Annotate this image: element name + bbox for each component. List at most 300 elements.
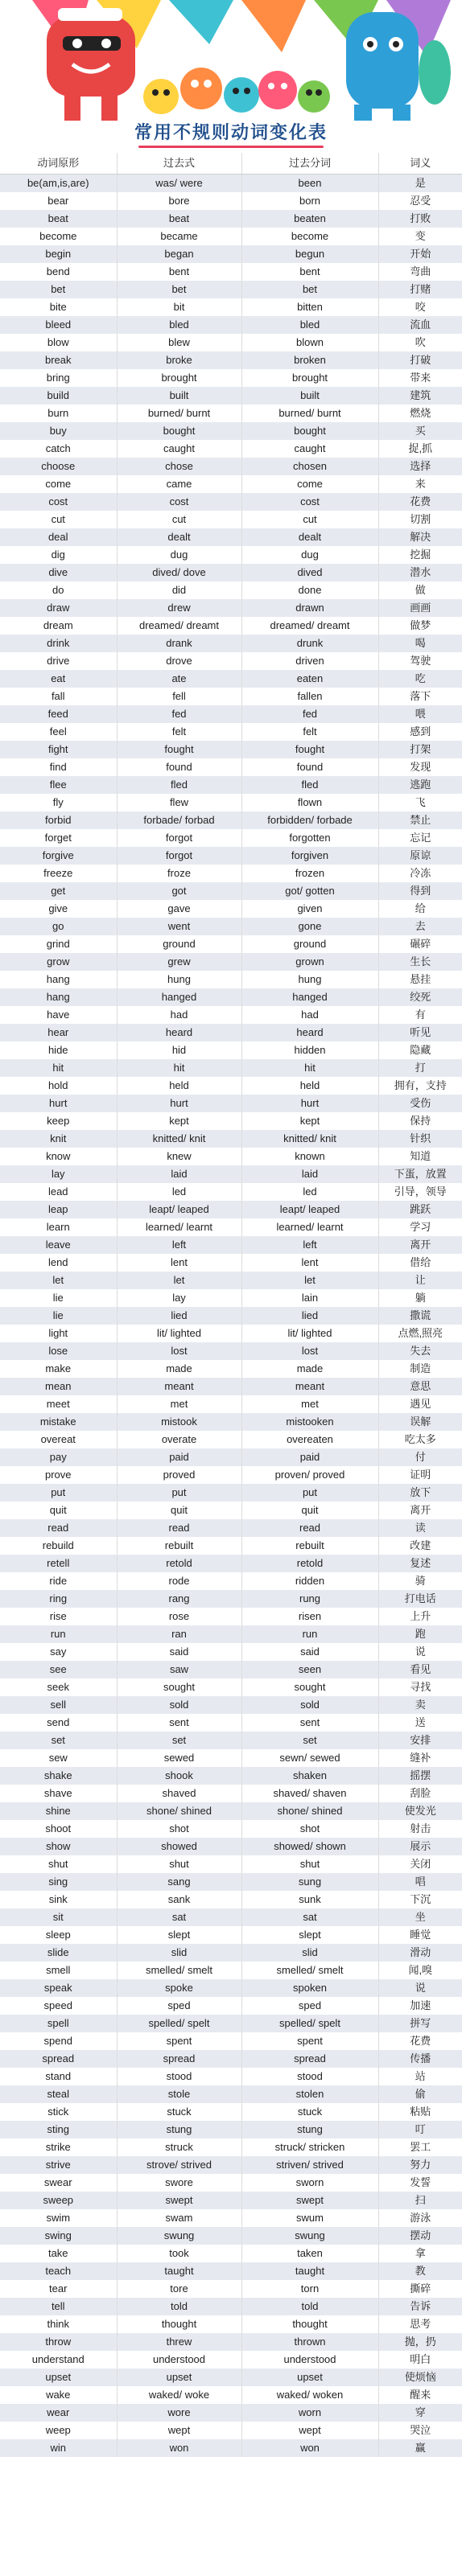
header-meaning: 词义 xyxy=(378,153,462,175)
past-participle-cell: chosen xyxy=(241,458,378,475)
past-participle-cell: dreamed/ dreamt xyxy=(241,617,378,635)
past-tense-cell: fell xyxy=(117,688,241,705)
base-form-cell: drive xyxy=(0,652,117,670)
past-participle-cell: learned/ learnt xyxy=(241,1218,378,1236)
past-tense-cell: hurt xyxy=(117,1095,241,1112)
past-participle-cell: drunk xyxy=(241,635,378,652)
meaning-cell: 展示 xyxy=(378,1838,462,1855)
meaning-cell: 吃太多 xyxy=(378,1431,462,1448)
base-form-cell: get xyxy=(0,882,117,900)
table-row xyxy=(0,1732,462,1749)
past-participle-cell: forgiven xyxy=(241,847,378,865)
meaning-cell: 放下 xyxy=(378,1484,462,1502)
table-body xyxy=(0,175,462,2458)
table-row xyxy=(0,1926,462,1944)
table-row xyxy=(0,723,462,741)
past-tense-cell: was/ were xyxy=(117,175,241,193)
past-participle-cell: frozen xyxy=(241,865,378,882)
table-row xyxy=(0,422,462,440)
past-participle-cell: waked/ woken xyxy=(241,2386,378,2404)
past-tense-cell: lay xyxy=(117,1289,241,1307)
meaning-cell: 拥有，支持 xyxy=(378,1077,462,1095)
past-tense-cell: stung xyxy=(117,2121,241,2138)
past-participle-cell: smelled/ smelt xyxy=(241,1962,378,1979)
table-row xyxy=(0,228,462,245)
table-row xyxy=(0,1572,462,1590)
meaning-cell: 撕碎 xyxy=(378,2280,462,2298)
meaning-cell: 滑动 xyxy=(378,1944,462,1962)
meaning-cell: 让 xyxy=(378,1272,462,1289)
base-form-cell: quit xyxy=(0,1502,117,1519)
base-form-cell: draw xyxy=(0,599,117,617)
meaning-cell: 学习 xyxy=(378,1218,462,1236)
meaning-cell: 得到 xyxy=(378,882,462,900)
meaning-cell: 明白 xyxy=(378,2351,462,2369)
base-form-cell: teach xyxy=(0,2262,117,2280)
past-participle-cell: stung xyxy=(241,2121,378,2138)
past-tense-cell: meant xyxy=(117,1378,241,1395)
past-tense-cell: hid xyxy=(117,1041,241,1059)
base-form-cell: forbid xyxy=(0,811,117,829)
past-tense-cell: blew xyxy=(117,334,241,351)
past-tense-cell: fought xyxy=(117,741,241,758)
base-form-cell: speak xyxy=(0,1979,117,1997)
past-tense-cell: forbade/ forbad xyxy=(117,811,241,829)
past-participle-cell: spread xyxy=(241,2050,378,2068)
past-participle-cell: brought xyxy=(241,369,378,387)
meaning-cell: 碾碎 xyxy=(378,935,462,953)
base-form-cell: meet xyxy=(0,1395,117,1413)
meaning-cell: 点燃,照亮 xyxy=(378,1325,462,1342)
meaning-cell: 潜水 xyxy=(378,564,462,581)
base-form-cell: spell xyxy=(0,2015,117,2032)
table-row xyxy=(0,1891,462,1908)
table-row xyxy=(0,1767,462,1785)
table-row xyxy=(0,1342,462,1360)
base-form-cell: wear xyxy=(0,2404,117,2422)
base-form-cell: break xyxy=(0,351,117,369)
base-form-cell: tell xyxy=(0,2298,117,2315)
table-row xyxy=(0,2138,462,2156)
past-participle-cell: showed/ shown xyxy=(241,1838,378,1855)
past-tense-cell: won xyxy=(117,2439,241,2457)
past-participle-cell: sent xyxy=(241,1714,378,1732)
base-form-cell: sing xyxy=(0,1873,117,1891)
table-row xyxy=(0,1165,462,1183)
past-tense-cell: set xyxy=(117,1732,241,1749)
base-form-cell: hit xyxy=(0,1059,117,1077)
past-participle-cell: paid xyxy=(241,1448,378,1466)
past-participle-cell: sewn/ sewed xyxy=(241,1749,378,1767)
base-form-cell: weep xyxy=(0,2422,117,2439)
base-form-cell: spread xyxy=(0,2050,117,2068)
past-tense-cell: understood xyxy=(117,2351,241,2369)
past-participle-cell: bent xyxy=(241,263,378,281)
table-row xyxy=(0,829,462,847)
base-form-cell: sit xyxy=(0,1908,117,1926)
past-participle-cell: cost xyxy=(241,493,378,511)
meaning-cell: 粘贴 xyxy=(378,2103,462,2121)
past-participle-cell: swung xyxy=(241,2227,378,2245)
meaning-cell: 去 xyxy=(378,918,462,935)
past-tense-cell: hanged xyxy=(117,988,241,1006)
meaning-cell: 生长 xyxy=(378,953,462,971)
base-form-cell: stand xyxy=(0,2068,117,2085)
past-participle-cell: beaten xyxy=(241,210,378,228)
past-participle-cell: fed xyxy=(241,705,378,723)
past-participle-cell: sung xyxy=(241,1873,378,1891)
base-form-cell: forgive xyxy=(0,847,117,865)
table-row xyxy=(0,387,462,405)
past-tense-cell: put xyxy=(117,1484,241,1502)
past-tense-cell: forgot xyxy=(117,829,241,847)
past-tense-cell: strove/ strived xyxy=(117,2156,241,2174)
meaning-cell: 误解 xyxy=(378,1413,462,1431)
table-row xyxy=(0,741,462,758)
past-participle-cell: let xyxy=(241,1272,378,1289)
meaning-cell: 针织 xyxy=(378,1130,462,1148)
table-row xyxy=(0,900,462,918)
table-row xyxy=(0,1059,462,1077)
base-form-cell: feel xyxy=(0,723,117,741)
past-participle-cell: kept xyxy=(241,1112,378,1130)
table-row xyxy=(0,2227,462,2245)
table-row xyxy=(0,1855,462,1873)
past-participle-cell: laid xyxy=(241,1165,378,1183)
table-row xyxy=(0,1519,462,1537)
past-tense-cell: drew xyxy=(117,599,241,617)
meaning-cell: 吹 xyxy=(378,334,462,351)
page-title: 常用不规则动词变化表 xyxy=(134,123,328,143)
past-participle-cell: struck/ stricken xyxy=(241,2138,378,2156)
table-row xyxy=(0,1873,462,1891)
meaning-cell: 送 xyxy=(378,1714,462,1732)
past-tense-cell: shook xyxy=(117,1767,241,1785)
past-participle-cell: sworn xyxy=(241,2174,378,2192)
table-row xyxy=(0,635,462,652)
base-form-cell: seek xyxy=(0,1678,117,1696)
table-row xyxy=(0,528,462,546)
past-tense-cell: broke xyxy=(117,351,241,369)
base-form-cell: fight xyxy=(0,741,117,758)
meaning-cell: 睡觉 xyxy=(378,1926,462,1944)
table-row xyxy=(0,1625,462,1643)
past-tense-cell: saw xyxy=(117,1661,241,1678)
past-tense-cell: shaved xyxy=(117,1785,241,1802)
table-row xyxy=(0,2085,462,2103)
past-participle-cell: sunk xyxy=(241,1891,378,1908)
meaning-cell: 落下 xyxy=(378,688,462,705)
meaning-cell: 花费 xyxy=(378,493,462,511)
base-form-cell: blow xyxy=(0,334,117,351)
base-form-cell: mistake xyxy=(0,1413,117,1431)
meaning-cell: 告诉 xyxy=(378,2298,462,2315)
base-form-cell: fall xyxy=(0,688,117,705)
meaning-cell: 做 xyxy=(378,581,462,599)
past-tense-cell: came xyxy=(117,475,241,493)
meaning-cell: 跳跃 xyxy=(378,1201,462,1218)
base-form-cell: dream xyxy=(0,617,117,635)
meaning-cell: 坐 xyxy=(378,1908,462,1926)
past-tense-cell: tore xyxy=(117,2280,241,2298)
table-row xyxy=(0,2262,462,2280)
meaning-cell: 说 xyxy=(378,1979,462,1997)
past-participle-cell: rung xyxy=(241,1590,378,1608)
base-form-cell: send xyxy=(0,1714,117,1732)
table-row xyxy=(0,1289,462,1307)
past-tense-cell: lit/ lighted xyxy=(117,1325,241,1342)
base-form-cell: take xyxy=(0,2245,117,2262)
past-participle-cell: heard xyxy=(241,1024,378,1041)
past-tense-cell: learned/ learnt xyxy=(117,1218,241,1236)
past-tense-cell: drove xyxy=(117,652,241,670)
base-form-cell: shut xyxy=(0,1855,117,1873)
table-row xyxy=(0,1095,462,1112)
base-form-cell: go xyxy=(0,918,117,935)
past-tense-cell: did xyxy=(117,581,241,599)
past-tense-cell: retold xyxy=(117,1555,241,1572)
past-tense-cell: lent xyxy=(117,1254,241,1272)
base-form-cell: grow xyxy=(0,953,117,971)
past-tense-cell: taught xyxy=(117,2262,241,2280)
past-tense-cell: sped xyxy=(117,1997,241,2015)
past-participle-cell: cut xyxy=(241,511,378,528)
base-form-cell: shake xyxy=(0,1767,117,1785)
base-form-cell: slide xyxy=(0,1944,117,1962)
table-row xyxy=(0,1590,462,1608)
meaning-cell: 扫 xyxy=(378,2192,462,2209)
meaning-cell: 哭泣 xyxy=(378,2422,462,2439)
past-participle-cell: lent xyxy=(241,1254,378,1272)
past-tense-cell: beat xyxy=(117,210,241,228)
table-row xyxy=(0,263,462,281)
past-tense-cell: hung xyxy=(117,971,241,988)
past-tense-cell: lied xyxy=(117,1307,241,1325)
meaning-cell: 知道 xyxy=(378,1148,462,1165)
base-form-cell: ride xyxy=(0,1572,117,1590)
meaning-cell: 打 xyxy=(378,1059,462,1077)
meaning-cell: 证明 xyxy=(378,1466,462,1484)
meaning-cell: 发现 xyxy=(378,758,462,776)
base-form-cell: rebuild xyxy=(0,1537,117,1555)
meaning-cell: 制造 xyxy=(378,1360,462,1378)
meaning-cell: 跑 xyxy=(378,1625,462,1643)
table-row xyxy=(0,776,462,794)
past-tense-cell: leapt/ leaped xyxy=(117,1201,241,1218)
title-area xyxy=(0,119,462,148)
past-participle-cell: sped xyxy=(241,1997,378,2015)
table-row xyxy=(0,1749,462,1767)
table-row xyxy=(0,1236,462,1254)
meaning-cell: 逃跑 xyxy=(378,776,462,794)
past-participle-cell: quit xyxy=(241,1502,378,1519)
base-form-cell: understand xyxy=(0,2351,117,2369)
table-row xyxy=(0,440,462,458)
meaning-cell: 叮 xyxy=(378,2121,462,2138)
past-tense-cell: quit xyxy=(117,1502,241,1519)
base-form-cell: knit xyxy=(0,1130,117,1148)
meaning-cell: 借给 xyxy=(378,1254,462,1272)
table-row xyxy=(0,971,462,988)
past-participle-cell: read xyxy=(241,1519,378,1537)
past-participle-cell: dived xyxy=(241,564,378,581)
past-participle-cell: swum xyxy=(241,2209,378,2227)
meaning-cell: 来 xyxy=(378,475,462,493)
meaning-cell: 躺 xyxy=(378,1289,462,1307)
meaning-cell: 变 xyxy=(378,228,462,245)
past-tense-cell: stood xyxy=(117,2068,241,2085)
base-form-cell: shoot xyxy=(0,1820,117,1838)
past-tense-cell: shut xyxy=(117,1855,241,1873)
base-form-cell: build xyxy=(0,387,117,405)
base-form-cell: lie xyxy=(0,1289,117,1307)
past-tense-cell: shot xyxy=(117,1820,241,1838)
past-tense-cell: proved xyxy=(117,1466,241,1484)
past-tense-cell: said xyxy=(117,1643,241,1661)
meaning-cell: 撒谎 xyxy=(378,1307,462,1325)
meaning-cell: 站 xyxy=(378,2068,462,2085)
past-tense-cell: caught xyxy=(117,440,241,458)
table-row xyxy=(0,688,462,705)
meaning-cell: 说 xyxy=(378,1643,462,1661)
meaning-cell: 发誓 xyxy=(378,2174,462,2192)
past-tense-cell: sought xyxy=(117,1678,241,1696)
past-participle-cell: ridden xyxy=(241,1572,378,1590)
base-form-cell: wake xyxy=(0,2386,117,2404)
past-tense-cell: forgot xyxy=(117,847,241,865)
past-tense-cell: chose xyxy=(117,458,241,475)
past-participle-cell: knitted/ knit xyxy=(241,1130,378,1148)
meaning-cell: 感到 xyxy=(378,723,462,741)
meaning-cell: 上升 xyxy=(378,1608,462,1625)
table-row xyxy=(0,564,462,581)
past-participle-cell: slid xyxy=(241,1944,378,1962)
table-row xyxy=(0,1997,462,2015)
past-participle-cell: caught xyxy=(241,440,378,458)
table-row xyxy=(0,1962,462,1979)
past-tense-cell: cost xyxy=(117,493,241,511)
meaning-cell: 是 xyxy=(378,175,462,193)
past-tense-cell: bet xyxy=(117,281,241,298)
past-participle-cell: shone/ shined xyxy=(241,1802,378,1820)
base-form-cell: buy xyxy=(0,422,117,440)
past-tense-cell: threw xyxy=(117,2333,241,2351)
table-row xyxy=(0,1908,462,1926)
base-form-cell: hold xyxy=(0,1077,117,1095)
base-form-cell: become xyxy=(0,228,117,245)
meaning-cell: 画画 xyxy=(378,599,462,617)
meaning-cell: 卖 xyxy=(378,1696,462,1714)
base-form-cell: keep xyxy=(0,1112,117,1130)
past-tense-cell: bought xyxy=(117,422,241,440)
past-tense-cell: froze xyxy=(117,865,241,882)
table-row xyxy=(0,493,462,511)
base-form-cell: light xyxy=(0,1325,117,1342)
table-row xyxy=(0,1325,462,1342)
base-form-cell: sting xyxy=(0,2121,117,2138)
past-tense-cell: bent xyxy=(117,263,241,281)
base-form-cell: be(am,is,are) xyxy=(0,175,117,193)
meaning-cell: 寻找 xyxy=(378,1678,462,1696)
past-participle-cell: hidden xyxy=(241,1041,378,1059)
past-participle-cell: felt xyxy=(241,723,378,741)
base-form-cell: bear xyxy=(0,192,117,210)
header-row xyxy=(0,153,462,175)
past-participle-cell: sold xyxy=(241,1696,378,1714)
table-row xyxy=(0,1678,462,1696)
base-form-cell: fly xyxy=(0,794,117,811)
past-tense-cell: waked/ woke xyxy=(117,2386,241,2404)
base-form-cell: hang xyxy=(0,971,117,988)
base-form-cell: bite xyxy=(0,298,117,316)
past-participle-cell: taken xyxy=(241,2245,378,2262)
past-tense-cell: drank xyxy=(117,635,241,652)
past-participle-cell: shaken xyxy=(241,1767,378,1785)
past-participle-cell: ground xyxy=(241,935,378,953)
past-participle-cell: torn xyxy=(241,2280,378,2298)
past-participle-cell: done xyxy=(241,581,378,599)
table-row xyxy=(0,617,462,635)
past-participle-cell: come xyxy=(241,475,378,493)
table-row xyxy=(0,1608,462,1625)
past-participle-cell: made xyxy=(241,1360,378,1378)
header-past-participle: 过去分词 xyxy=(241,153,378,175)
table-row xyxy=(0,1502,462,1519)
table-row xyxy=(0,758,462,776)
table-row xyxy=(0,210,462,228)
table-row xyxy=(0,811,462,829)
table-row xyxy=(0,281,462,298)
base-form-cell: give xyxy=(0,900,117,918)
past-participle-cell: begun xyxy=(241,245,378,263)
meaning-cell: 抛，扔 xyxy=(378,2333,462,2351)
table-row xyxy=(0,1979,462,1997)
base-form-cell: pay xyxy=(0,1448,117,1466)
base-form-cell: speed xyxy=(0,1997,117,2015)
table-row xyxy=(0,1254,462,1272)
past-tense-cell: swung xyxy=(117,2227,241,2245)
base-form-cell: bring xyxy=(0,369,117,387)
meaning-cell: 受伤 xyxy=(378,1095,462,1112)
past-participle-cell: worn xyxy=(241,2404,378,2422)
table-row xyxy=(0,2280,462,2298)
past-participle-cell: seen xyxy=(241,1661,378,1678)
table-row xyxy=(0,1024,462,1041)
past-participle-cell: proven/ proved xyxy=(241,1466,378,1484)
base-form-cell: set xyxy=(0,1732,117,1749)
table-row xyxy=(0,298,462,316)
table-row xyxy=(0,2032,462,2050)
meaning-cell: 关闭 xyxy=(378,1855,462,1873)
past-participle-cell: flown xyxy=(241,794,378,811)
base-form-cell: read xyxy=(0,1519,117,1537)
past-participle-cell: understood xyxy=(241,2351,378,2369)
past-tense-cell: let xyxy=(117,1272,241,1289)
meaning-cell: 骑 xyxy=(378,1572,462,1590)
base-form-cell: deal xyxy=(0,528,117,546)
base-form-cell: begin xyxy=(0,245,117,263)
table-row xyxy=(0,1272,462,1289)
past-tense-cell: wore xyxy=(117,2404,241,2422)
base-form-cell: rise xyxy=(0,1608,117,1625)
base-form-cell: sink xyxy=(0,1891,117,1908)
table-row xyxy=(0,1820,462,1838)
past-tense-cell: gave xyxy=(117,900,241,918)
past-participle-cell: got/ gotten xyxy=(241,882,378,900)
past-tense-cell: swam xyxy=(117,2209,241,2227)
meaning-cell: 失去 xyxy=(378,1342,462,1360)
past-tense-cell: bled xyxy=(117,316,241,334)
